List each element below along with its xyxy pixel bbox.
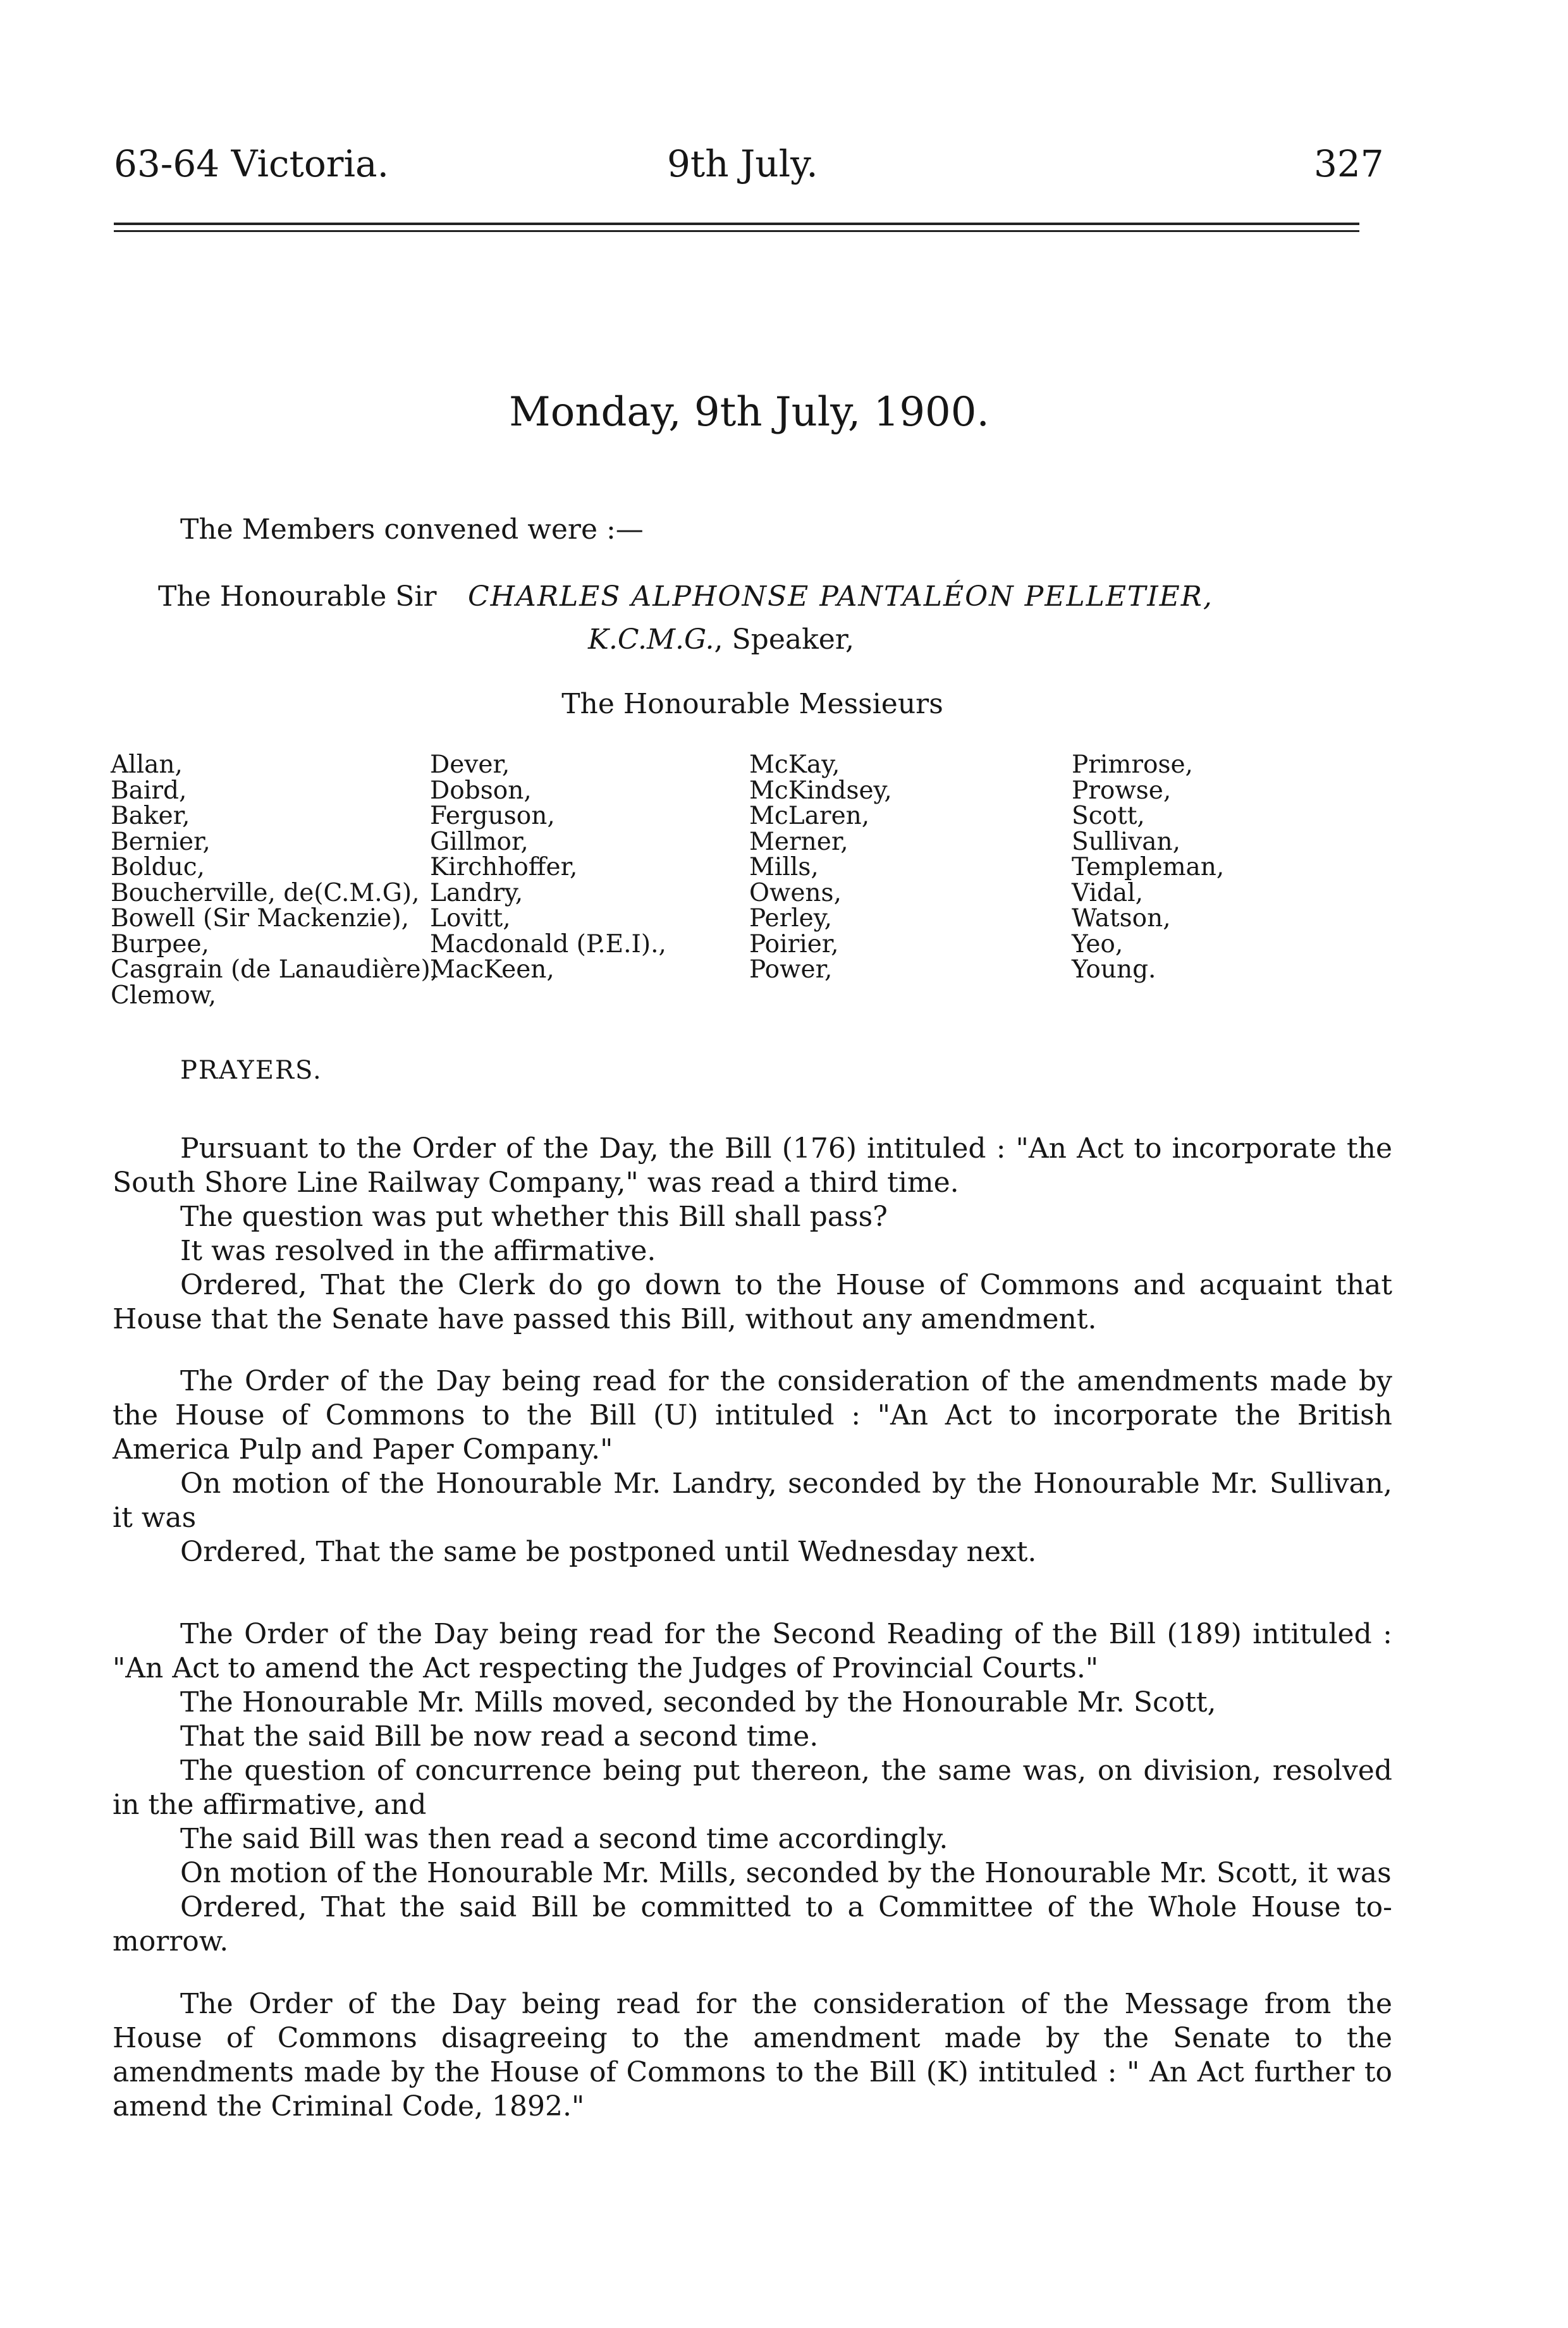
sitting-date-title: Monday, 9th July, 1900. xyxy=(509,389,989,436)
member-name: Power, xyxy=(749,955,833,984)
journal-paragraph: It was resolved in the affirmative. xyxy=(180,1235,656,1267)
member-column-1 xyxy=(111,752,438,1008)
member-name: Kirchhoffer, xyxy=(430,853,578,881)
running-header-date: 9th July. xyxy=(667,142,818,185)
member-name: Primrose, xyxy=(1072,750,1193,779)
member-column-3 xyxy=(749,752,892,983)
member-name: Bowell (Sir Mackenzie), xyxy=(111,904,409,933)
member-name: Bolduc, xyxy=(111,853,205,881)
member-name: Ferguson, xyxy=(430,802,555,830)
journal-paragraph: The question was put whether this Bill shall pass? xyxy=(180,1201,888,1233)
journal-paragraph: Pursuant to the Order of the Day, the Bill (176) intituled : "An Act to incorporate the South Shore Line Railway Company," was read a third time. xyxy=(113,1132,1392,1199)
member-name: Yeo, xyxy=(1072,929,1124,959)
page-number: 327 xyxy=(1314,142,1384,185)
member-name: Dever, xyxy=(430,750,510,779)
speaker-title-line xyxy=(588,623,854,656)
member-name: McKindsey, xyxy=(749,776,892,805)
journal-paragraph: The Honourable Mr. Mills moved, seconded by the Honourable Mr. Scott, xyxy=(180,1686,1216,1718)
member-name: Dobson, xyxy=(430,776,532,805)
member-name: Casgrain (de Lanaudière), xyxy=(111,955,439,984)
member-name: MacKeen, xyxy=(430,955,554,984)
member-name: Sullivan, xyxy=(1072,827,1181,856)
second-reading-section xyxy=(113,1617,1392,1959)
member-name: Bernier, xyxy=(111,827,211,856)
member-name: Macdonald (P.E.I)., xyxy=(430,929,666,959)
member-name: Boucherville, de(C.M.G), xyxy=(111,878,420,907)
member-name: Vidal, xyxy=(1072,878,1144,907)
journal-paragraph: On motion of the Honourable Mr. Landry, seconded by the Honourable Mr. Sullivan, it was xyxy=(113,1467,1392,1534)
member-name: Gillmor, xyxy=(430,827,529,856)
member-name: Perley, xyxy=(749,904,833,933)
member-name: Templeman, xyxy=(1072,853,1225,881)
header-rule-top xyxy=(114,223,1359,225)
journal-paragraph: The Order of the Day being read for the Second Reading of the Bill (189) intituled : "An Act to amend the Act respecting the Judges of Provincial Courts." xyxy=(113,1618,1392,1684)
header-rule-bottom xyxy=(114,230,1359,232)
journal-paragraph: Ordered, That the said Bill be committed to a Committee of the Whole House to-morrow. xyxy=(113,1891,1392,1957)
member-name: McKay, xyxy=(749,750,840,779)
member-column-2 xyxy=(430,752,666,983)
journal-paragraph: The question of concurrence being put thereon, the same was, on division, resolved in the affirmative, and xyxy=(113,1755,1392,1821)
member-name: Burpee, xyxy=(111,929,209,959)
member-name: Prowse, xyxy=(1072,776,1172,805)
message-section xyxy=(113,1987,1392,2124)
member-column-4 xyxy=(1072,752,1224,983)
member-name: Allan, xyxy=(111,750,183,779)
speaker-prefix: The Honourable Sir xyxy=(158,580,437,613)
member-name: Owens, xyxy=(749,878,842,907)
member-name: Clemow, xyxy=(111,981,217,1010)
member-name: Watson, xyxy=(1072,904,1171,933)
journal-paragraph: Ordered, That the Clerk do go down to the House of Commons and acquaint that House that the Senate have passed this Bill, without any amendment. xyxy=(113,1269,1392,1335)
member-name: Merner, xyxy=(749,827,848,856)
journal-paragraph: Ordered, That the same be postponed until Wednesday next. xyxy=(180,1536,1037,1568)
member-name: Lovitt, xyxy=(430,904,511,933)
journal-paragraph: The Order of the Day being read for the consideration of the Message from the House of Commons disagreeing to the amendment made by the Senate to the amendments made by the House of Commons to the Bill (K) intituled : " An Act further to amend the Criminal Code, 1892." xyxy=(113,1988,1392,2123)
member-name: Scott, xyxy=(1072,802,1145,830)
messieurs-heading: The Honourable Messieurs xyxy=(561,688,943,720)
journal-paragraph: The said Bill was then read a second time accordingly. xyxy=(180,1823,948,1855)
member-name: McLaren, xyxy=(749,802,870,830)
member-name: Landry, xyxy=(430,878,524,907)
member-name: Poirier, xyxy=(749,929,839,959)
journal-paragraph: On motion of the Honourable Mr. Mills, seconded by the Honourable Mr. Scott, it was xyxy=(180,1857,1392,1889)
member-name: Baird, xyxy=(111,776,187,805)
running-header-left: 63-64 Victoria. xyxy=(114,142,389,185)
prayers-heading: PRAYERS. xyxy=(180,1056,322,1085)
speaker-name: CHARLES ALPHONSE PANTALÉON PELLETIER, xyxy=(468,580,1213,613)
member-name: Baker, xyxy=(111,802,190,830)
amendments-section xyxy=(113,1364,1392,1569)
third-reading-section xyxy=(113,1132,1392,1337)
speaker-role: , Speaker, xyxy=(714,623,854,656)
member-name: Young. xyxy=(1072,955,1156,984)
speaker-honours: K.C.M.G. xyxy=(588,623,714,656)
members-convened-line: The Members convened were :— xyxy=(180,513,644,546)
member-name: Mills, xyxy=(749,853,819,881)
journal-paragraph: That the said Bill be now read a second time. xyxy=(180,1720,819,1753)
journal-paragraph: The Order of the Day being read for the consideration of the amendments made by the House of Commons to the Bill (U) intituled : "An Act to incorporate the British America Pulp and Paper Company." xyxy=(113,1365,1392,1466)
